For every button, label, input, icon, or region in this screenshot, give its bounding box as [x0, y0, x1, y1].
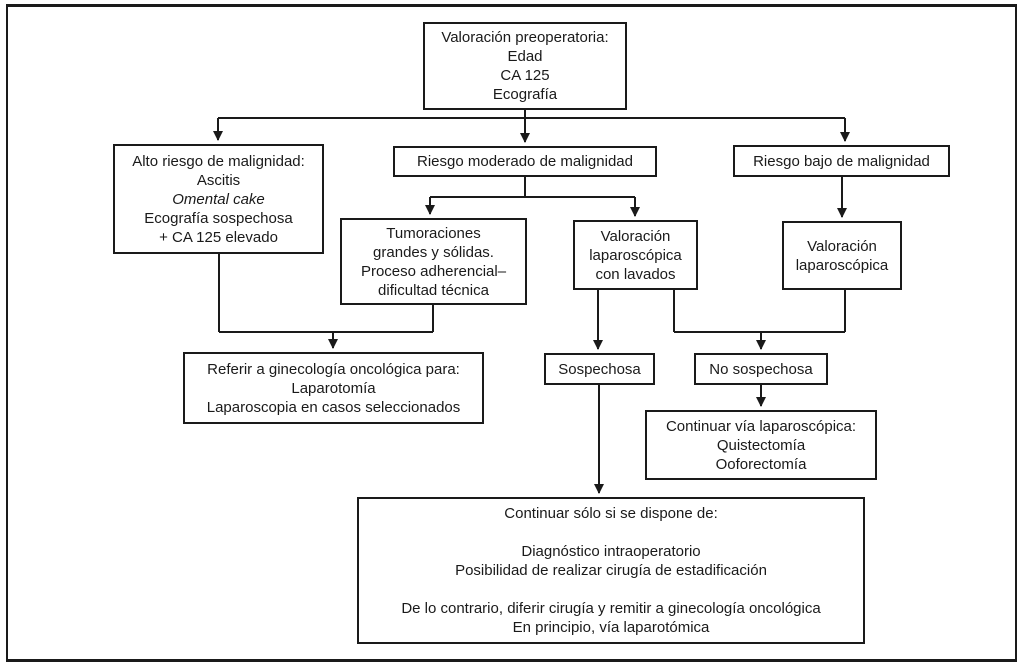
node-text: Ecografía sospechosa [144, 209, 293, 227]
node-text: Continuar vía laparoscópica: [665, 417, 857, 435]
node-text: grandes y sólidas. [373, 243, 494, 261]
node-text: Omental cake [172, 190, 265, 208]
node-text: Edad [507, 48, 543, 65]
node-text: Riesgo bajo de malignidad [753, 152, 930, 170]
node-text: Valoración [600, 227, 671, 245]
node-continue-laparoscopic [645, 410, 877, 480]
node-text: No sospechosa [709, 360, 813, 378]
node-text [365, 580, 857, 599]
node-text: laparoscópica [589, 246, 682, 264]
node-text: Referir a ginecología oncológica para: [207, 360, 460, 378]
node-text: Diagnóstico intraoperatorio [521, 543, 701, 560]
node-text: Sospechosa [558, 360, 641, 378]
node-text: Ooforectomía [715, 455, 807, 473]
node-text [365, 523, 857, 542]
node-text: Tumoraciones [386, 224, 481, 242]
node-text: Ascitis [196, 171, 241, 189]
node-low-risk [733, 145, 950, 177]
node-large-solid-tumors [340, 218, 527, 305]
node-text: Laparoscopia en casos seleccionados [206, 398, 461, 416]
node-laparoscopic-evaluation-lavage [573, 220, 698, 290]
node-text: Laparotomía [291, 379, 376, 397]
node-text: Valoración preoperatoria: [441, 29, 609, 46]
node-not-suspicious [694, 353, 828, 385]
node-refer-gyn-oncology [183, 352, 484, 424]
node-text: laparoscópica [795, 256, 889, 274]
node-text: Alto riesgo de malignidad: [132, 152, 305, 170]
node-text: + CA 125 elevado [159, 228, 278, 246]
node-text: Posibilidad de realizar cirugía de estadificación [455, 562, 767, 579]
node-text: Continuar sólo si se dispone de: [504, 505, 718, 522]
node-text: Ecografía [492, 86, 558, 103]
node-text: Quistectomía [716, 436, 806, 454]
node-moderate-risk [393, 146, 657, 177]
node-text: Proceso adherencial– [360, 262, 507, 280]
node-text: De lo contrario, diferir cirugía y remitir a ginecología oncológica [401, 600, 821, 617]
node-text: dificultad técnica [378, 281, 489, 299]
node-text: con lavados [595, 265, 676, 283]
node-preoperative-evaluation [423, 22, 627, 110]
node-text: Riesgo moderado de malignidad [417, 153, 633, 170]
node-suspicious [544, 353, 655, 385]
node-continue-only-if [357, 497, 865, 644]
node-text: CA 125 [500, 67, 550, 84]
node-text: En principio, vía laparotómica [512, 619, 710, 636]
node-high-risk [113, 144, 324, 254]
node-laparoscopic-evaluation [782, 221, 902, 290]
node-text: Valoración [807, 237, 877, 255]
